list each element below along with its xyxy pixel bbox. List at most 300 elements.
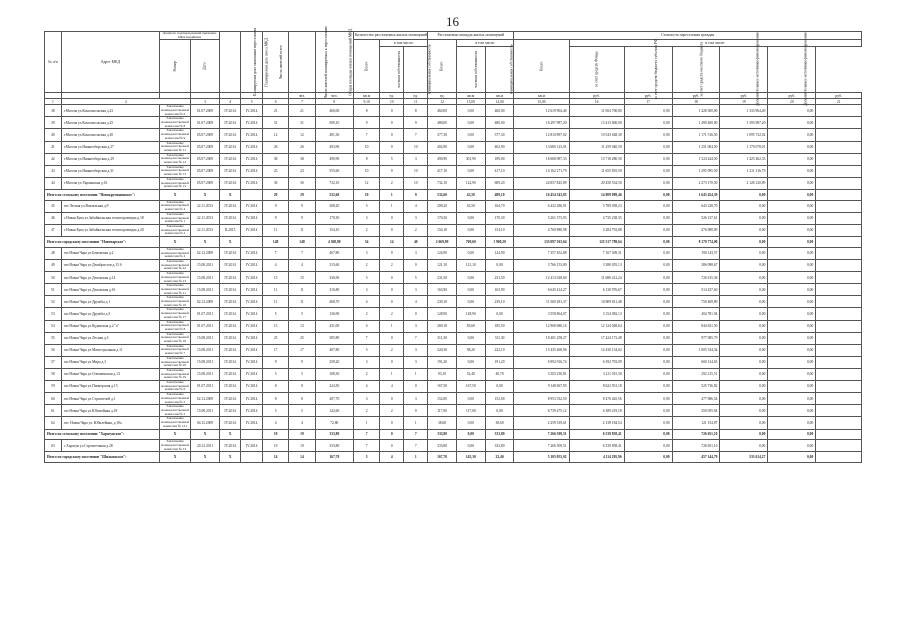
- cell-subj: 0,00: [624, 381, 672, 393]
- cell-atot: 152,00: [428, 393, 457, 405]
- cell-res2: 148: [289, 237, 315, 248]
- cell-loc: 350 055,94: [672, 405, 720, 417]
- cell-pad: [816, 141, 862, 153]
- cell-amun: 0,00: [485, 405, 514, 417]
- row-document: Заключение межведомственной комиссии № 23: [161, 271, 189, 283]
- cell-area: 333,80: [315, 440, 353, 452]
- row-doc-date: 05.07.2009: [191, 129, 220, 141]
- cell-cost: 3 558 864,07: [514, 308, 569, 320]
- cell-cnt: 7: [353, 440, 379, 452]
- row-relocation-date: IV.2014: [219, 356, 241, 368]
- column-number-cell: 15,00: [514, 99, 569, 105]
- cell-cmun: 3: [404, 356, 428, 368]
- cell-subj: 0,00: [624, 452, 672, 463]
- cell-extra: 0,00: [720, 320, 768, 332]
- row-demolish-date: IV.2014: [241, 368, 263, 380]
- cell-cost: 12 413 028,60: [514, 272, 569, 284]
- row-number: 62: [45, 417, 62, 429]
- row-address: с.Харагун ул.Строительная д.28: [61, 440, 159, 452]
- row-number: 39: [45, 117, 62, 129]
- column-number-cell: 19: [720, 99, 768, 105]
- cell-apriv: 0,00: [456, 393, 485, 405]
- cell-atot: 124,90: [428, 247, 457, 259]
- cell-pad: [816, 429, 862, 440]
- cell-subj: 0,00: [624, 429, 672, 440]
- table-row: [45, 417, 862, 429]
- cell-fund: 6 392 792,09: [569, 356, 624, 368]
- cell-apriv: 769,60: [456, 237, 485, 248]
- cell-atot: 38,60: [428, 417, 457, 429]
- cell-subj: 0,00: [624, 177, 672, 189]
- row-doc-date: 05.07.2009: [191, 165, 220, 177]
- table-row: [45, 393, 862, 405]
- column-number-cell: 21: [816, 99, 862, 105]
- cell-atot: 311,30: [428, 332, 457, 344]
- row-doc-date: 02.12.2009: [191, 296, 220, 308]
- cell-cnt: 2: [353, 405, 379, 417]
- cell-cnt: 2: [353, 224, 379, 236]
- row-demolish-date: IV.2014: [241, 272, 263, 284]
- row-relocation-date: IV.2014: [219, 117, 241, 129]
- cell-pad: [816, 224, 862, 236]
- total-x: X: [191, 189, 220, 200]
- cell-amun: 163,90: [485, 284, 514, 296]
- cell-amun: 124,90: [485, 247, 514, 259]
- row-demolish-date: IV.2014: [241, 141, 263, 153]
- cell-pad: [816, 393, 862, 405]
- row-doc-date: 05.07.2009: [191, 177, 220, 189]
- cell-pad: [816, 332, 862, 344]
- cell-fund: 4 284 792,88: [569, 224, 624, 236]
- cell-atot: 490,90: [428, 153, 457, 165]
- row-relocation-date: IV.2014: [219, 212, 241, 224]
- cell-res: 31: [262, 117, 288, 129]
- cell-pad: [816, 200, 862, 212]
- cell-x: 0,00: [768, 189, 816, 200]
- table-row: [45, 105, 862, 117]
- cell-amun: 0,00: [485, 308, 514, 320]
- cell-loc: 726 651,10: [672, 429, 720, 440]
- cell-fund: 3 211 015,30: [569, 368, 624, 380]
- unit-cell: руб.: [672, 93, 720, 99]
- column-number-cell: 14,00: [485, 99, 514, 105]
- cell-area: 493,90: [315, 141, 353, 153]
- cell-x: 0,00: [768, 212, 816, 224]
- cell-cpriv: 14: [380, 237, 404, 248]
- cell-area: 336,90: [315, 272, 353, 284]
- cell-amun: 185,50: [485, 320, 514, 332]
- cell-cnt: 3: [353, 247, 379, 259]
- cell-apriv: 128,90: [456, 308, 485, 320]
- cell-atot: 208,20: [428, 200, 457, 212]
- row-address: пгт.Новая Чара ул.Дружбы д.1: [61, 296, 159, 308]
- cell-cpriv: 0: [380, 440, 404, 452]
- cell-fund: 125 517 789,64: [569, 237, 624, 248]
- cell-x: 0,00: [768, 417, 816, 429]
- total-x: X: [159, 189, 190, 200]
- cell-extra: 0,00: [720, 344, 768, 356]
- row-address: пгт.Новая Чара ул.Пионерская д.15: [61, 381, 159, 393]
- cell-cmun: 3: [404, 393, 428, 405]
- unit-cell: руб.: [569, 93, 624, 99]
- row-relocation-date: IV.2014: [219, 272, 241, 284]
- cell-apriv: 0,00: [456, 224, 485, 236]
- cell-subj: 0,00: [624, 440, 672, 452]
- row-document: Заключение межведомственной комиссии № 131: [161, 416, 189, 428]
- cell-subj: 0,00: [624, 344, 672, 356]
- cell-res2: 29: [289, 189, 315, 200]
- cell-cpriv: 1: [380, 189, 404, 200]
- total-blank: [241, 189, 263, 200]
- cell-x: 0,00: [768, 296, 816, 308]
- row-number: 41: [45, 141, 62, 153]
- cell-x: 0,00: [768, 320, 816, 332]
- cell-subj: 0,00: [624, 405, 672, 417]
- cell-cost: 16 454 543,85: [514, 189, 569, 200]
- cell-cmun: 3: [404, 320, 428, 332]
- row-relocation-date: IV.2014: [219, 296, 241, 308]
- cell-amun: 609,20: [485, 177, 514, 189]
- cell-subj: 0,00: [624, 129, 672, 141]
- cell-fund: 14 809 089,46: [569, 189, 624, 200]
- row-doc-date: 15.08.2011: [191, 332, 220, 344]
- cell-cmun: 3: [404, 284, 428, 296]
- row-relocation-date: IV.2014: [219, 440, 241, 452]
- cell-x: 0,00: [768, 284, 816, 296]
- cell-cmun: 0: [404, 405, 428, 417]
- cell-fund: 11 655 855,50: [569, 165, 624, 177]
- row-address: г.Могоча ул.Украинская д.16: [61, 177, 159, 189]
- cell-area: 532,60: [315, 189, 353, 200]
- cell-apriv: 0,00: [456, 272, 485, 284]
- row-doc-date: 22.11.2013: [191, 200, 220, 212]
- row-address: пгт.Новая Чара ул.Бамовская д.2: [61, 247, 159, 259]
- cell-apriv: 0,00: [456, 117, 485, 129]
- cell-fund: 11 686 412,24: [569, 272, 624, 284]
- col-relocation-date: Планируемая дата окончания переселения: [219, 32, 241, 93]
- cell-pad: [816, 284, 862, 296]
- col-doc-num: Номер: [159, 40, 190, 93]
- cell-fund: 11 004 700,80: [569, 105, 624, 117]
- col-cost-total: Всего: [514, 40, 569, 93]
- cell-cost: 5 261 373,93: [514, 212, 569, 224]
- row-relocation-date: IV.2014: [219, 259, 241, 271]
- cell-res: 17: [262, 344, 288, 356]
- row-doc-date: 01.07.2009: [191, 105, 220, 117]
- cell-cmun: 10: [404, 165, 428, 177]
- row-number: 40: [45, 129, 62, 141]
- col-cost-extra: Дополнительные источники финансирования: [720, 47, 768, 93]
- cell-cost: 7 266 509,51: [514, 440, 569, 452]
- cell-res: 29: [262, 189, 288, 200]
- cell-res: 19: [262, 429, 288, 440]
- row-number: 45: [45, 200, 62, 212]
- cell-area: 431,00: [315, 320, 353, 332]
- cell-cmun: 4: [404, 200, 428, 212]
- cell-subj: 0,00: [624, 141, 672, 153]
- cell-cnt: 54: [353, 237, 379, 248]
- row-number: 57: [45, 356, 62, 368]
- row-demolish-date: IV.2014: [241, 393, 263, 405]
- cell-res: 4: [262, 259, 288, 271]
- row-relocation-date: II.2015: [219, 224, 241, 236]
- cell-pad: [816, 356, 862, 368]
- cell-cost: 12 968 680,14: [514, 320, 569, 332]
- cell-cost: 6 992 916,74: [514, 356, 569, 368]
- cell-cnt: 4: [353, 320, 379, 332]
- cell-loc: 525 736,82: [672, 381, 720, 393]
- row-demolish-date: IV.2014: [241, 284, 263, 296]
- cell-cost: 14 162 271,79: [514, 165, 569, 177]
- cell-extra: 0,00: [720, 368, 768, 380]
- row-address: г.Могоча ул.Нижнеоборская д.29: [61, 153, 159, 165]
- row-document: Заключение межведомственной комиссии № 2: [161, 223, 189, 236]
- cell-amun: 311,30: [485, 332, 514, 344]
- cell-amun: 22,40: [485, 452, 514, 463]
- total-blank: [241, 429, 263, 440]
- cell-x: 0,00: [768, 141, 816, 153]
- row-relocation-date: IV.2014: [219, 320, 241, 332]
- cell-res2: 11: [289, 296, 315, 308]
- cell-res2: 5: [289, 308, 315, 320]
- row-number: 49: [45, 259, 62, 271]
- cell-loc: 386 098,67: [672, 259, 720, 271]
- cell-area: 490,90: [315, 153, 353, 165]
- column-number-cell: 13,00: [456, 99, 485, 105]
- cell-cost: 12 810 897,02: [514, 129, 569, 141]
- cell-subj: 0,00: [624, 259, 672, 271]
- cell-pad: [816, 165, 862, 177]
- row-number: 52: [45, 296, 62, 308]
- column-number-cell: 12: [428, 99, 457, 105]
- row-address: с.Новая Кука ул.Забайкальская геологоразведка д.20: [61, 224, 159, 236]
- cell-pad: [816, 153, 862, 165]
- cell-cost: 2 259 339,61: [514, 417, 569, 429]
- table-row: [45, 368, 862, 380]
- cell-area: 732,10: [315, 177, 353, 189]
- cell-extra: 1 333 964,40: [720, 105, 768, 117]
- column-number-cell: 10: [380, 99, 404, 105]
- cell-res: 14: [262, 452, 288, 463]
- row-number: 51: [45, 284, 62, 296]
- row-document: Заключение межведомственной комиссии № 8: [161, 319, 189, 331]
- cell-amun: 164,70: [485, 200, 514, 212]
- table-row: [45, 308, 862, 320]
- cell-res: 148: [262, 237, 288, 248]
- cell-res: 21: [262, 105, 288, 117]
- row-relocation-date: IV.2014: [219, 153, 241, 165]
- cell-extra: 0,00: [720, 440, 768, 452]
- cell-cost: 4 760 880,98: [514, 224, 569, 236]
- cell-area: 509,10: [315, 117, 353, 129]
- cell-cpriv: 4: [380, 381, 404, 393]
- cell-res2: 19: [289, 429, 315, 440]
- total-label: Итого по сельскому поселению "Новокручининское":: [45, 189, 160, 200]
- cell-res2: 12: [289, 129, 315, 141]
- row-document: Заключение межведомственной комиссии № 4: [161, 246, 189, 259]
- row-address: пгт.Новая Чара ул.Кудыкская д.2 "а": [61, 320, 159, 332]
- cell-res2: 19: [289, 440, 315, 452]
- cell-amun: 40,70: [485, 368, 514, 380]
- cell-subj: 0,00: [624, 247, 672, 259]
- cell-res: 11: [262, 284, 288, 296]
- row-demolish-date: IV.2014: [241, 165, 263, 177]
- cell-res2: 14: [289, 452, 315, 463]
- row-relocation-date: IV.2014: [219, 141, 241, 153]
- cell-x: 0,00: [768, 344, 816, 356]
- cell-area: 154,10: [315, 224, 353, 236]
- cell-res: 25: [262, 332, 288, 344]
- cell-apriv: 167,50: [456, 381, 485, 393]
- cell-atot: 191,20: [428, 356, 457, 368]
- cell-cpriv: 0: [380, 429, 404, 440]
- cell-cmun: 7: [404, 129, 428, 141]
- unit-cell: кв.м: [456, 93, 485, 99]
- cell-area: 208,20: [315, 200, 353, 212]
- cell-cmun: 0: [404, 259, 428, 271]
- unit-cell: ед.: [428, 93, 457, 99]
- cell-amun: 239,10: [485, 296, 514, 308]
- group-area: Расселяемая площадь жилых помещений: [428, 32, 514, 40]
- relocation-table: [44, 25, 862, 463]
- cell-res2: 11: [289, 284, 315, 296]
- row-number: 46: [45, 212, 62, 224]
- cell-cmun: 8: [404, 105, 428, 117]
- cell-pad: [816, 117, 862, 129]
- cell-extra: 0,00: [720, 259, 768, 271]
- total-row: [45, 452, 862, 463]
- col-area-municipal: муниципальная собственность: [485, 47, 514, 93]
- cell-amun: 460,00: [485, 105, 514, 117]
- table-row: [45, 200, 862, 212]
- row-doc-date: 04.12.2009: [191, 417, 220, 429]
- cell-apriv: 0,00: [456, 440, 485, 452]
- row-doc-date: 01.07.2011: [191, 381, 220, 393]
- cell-res: 13: [262, 320, 288, 332]
- cell-cost: 8 953 532,50: [514, 393, 569, 405]
- cell-x: 0,00: [768, 440, 816, 452]
- cell-x: 0,00: [768, 224, 816, 236]
- cell-area: 407,80: [315, 344, 353, 356]
- cell-atot: 170,30: [428, 212, 457, 224]
- row-relocation-date: IV.2014: [219, 405, 241, 417]
- cell-cmun: 7: [404, 332, 428, 344]
- row-relocation-date: IV.2014: [219, 308, 241, 320]
- cell-cmun: 5: [404, 272, 428, 284]
- row-address: пгт.Лесная ул.Вокзальная д.9: [61, 200, 159, 212]
- cell-atot: 128,90: [428, 308, 457, 320]
- cell-res: 19: [262, 440, 288, 452]
- cell-res: 5: [262, 368, 288, 380]
- cell-cpriv: 0: [380, 356, 404, 368]
- cell-loc: 8 179 774,00: [672, 237, 720, 248]
- cell-cpriv: 0: [380, 105, 404, 117]
- cell-extra: 0,00: [720, 381, 768, 393]
- cell-cnt: 3: [353, 212, 379, 224]
- cell-loc: 600 124,65: [672, 356, 720, 368]
- cell-res: 11: [262, 224, 288, 236]
- cell-area: 385,80: [315, 332, 353, 344]
- cell-loc: 457 144,79: [672, 452, 720, 463]
- table-row: [45, 440, 862, 452]
- row-demolish-date: IV.2014: [241, 356, 263, 368]
- cell-pad: [816, 381, 862, 393]
- cell-res2: 9: [289, 356, 315, 368]
- cell-loc: 1 171 516,50: [672, 129, 720, 141]
- cell-extra: 0,00: [720, 356, 768, 368]
- cell-x: 0,00: [768, 368, 816, 380]
- row-address: г.Могоча ул.Нижнеоборская д.31: [61, 165, 159, 177]
- row-address: пгт. Новая Чара ул. Юбилейная, д.10а: [61, 417, 159, 429]
- table-row: [45, 405, 862, 417]
- row-demolish-date: IV.2014: [241, 381, 263, 393]
- cell-cpriv: 0: [380, 332, 404, 344]
- cell-apriv: 0,00: [456, 129, 485, 141]
- cell-pad: [816, 259, 862, 271]
- cell-extra: 0,00: [720, 296, 768, 308]
- cell-loc: 292 215,51: [672, 368, 720, 380]
- cell-fund: 6 389 419,18: [569, 405, 624, 417]
- row-address: с.Новая Кука ул.Забайкальская геологоразведка д.18: [61, 212, 159, 224]
- row-doc-date: 01.07.2009: [191, 117, 220, 129]
- cell-atot: 460,00: [428, 105, 457, 117]
- row-relocation-date: IV.2014: [219, 247, 241, 259]
- cell-res: 8: [262, 381, 288, 393]
- cell-res2: 5: [289, 405, 315, 417]
- cell-pad: [816, 320, 862, 332]
- col-residents: Число жителей всего: [262, 32, 288, 93]
- cell-apriv: 43,50: [456, 189, 485, 200]
- cell-apriv: 0,00: [456, 332, 485, 344]
- cell-extra: 533 614,27: [720, 452, 768, 463]
- cell-cnt: 3: [353, 356, 379, 368]
- column-number-cell: 9,10: [353, 99, 379, 105]
- table-row: [45, 332, 862, 344]
- cell-fund: 8 622 931,18: [569, 381, 624, 393]
- cell-area: 170,30: [315, 212, 353, 224]
- cell-cmun: 3: [404, 344, 428, 356]
- cell-res: 9: [262, 200, 288, 212]
- cell-fund: 6 539 858,41: [569, 429, 624, 440]
- row-demolish-date: IV.2014: [241, 117, 263, 129]
- cell-atot: 402,90: [428, 141, 457, 153]
- cell-subj: 0,00: [624, 308, 672, 320]
- cell-res2: 26: [289, 141, 315, 153]
- row-demolish-date: IV.2014: [241, 332, 263, 344]
- total-label: Итого по сельскому поселению "Харагунское":: [45, 429, 160, 440]
- cell-x: 0,00: [768, 405, 816, 417]
- cell-cnt: 3: [353, 393, 379, 405]
- cell-cmun: 3: [404, 212, 428, 224]
- cell-atot: 167,50: [428, 381, 457, 393]
- total-row: [45, 237, 862, 248]
- cell-subj: 0,00: [624, 212, 672, 224]
- total-x: X: [219, 452, 241, 463]
- cell-extra: 2 126 120,89: [720, 177, 768, 189]
- cell-extra: 1 170 078,01: [720, 141, 768, 153]
- cell-fund: 20 458 534,50: [569, 177, 624, 189]
- row-document: Заключение межведомственной комиссии № 1: [161, 211, 189, 224]
- column-number-cell: 4: [219, 99, 241, 105]
- cell-loc: 1 645 454,39: [672, 189, 720, 200]
- row-demolish-date: IV.2014: [241, 105, 263, 117]
- cell-cost: 3 503 230,81: [514, 368, 569, 380]
- column-number-cell: 3: [191, 99, 220, 105]
- column-number-cell: 11: [404, 99, 428, 105]
- cell-subj: 0,00: [624, 368, 672, 380]
- row-demolish-date: IV.2014: [241, 405, 263, 417]
- cell-res2: 13: [289, 320, 315, 332]
